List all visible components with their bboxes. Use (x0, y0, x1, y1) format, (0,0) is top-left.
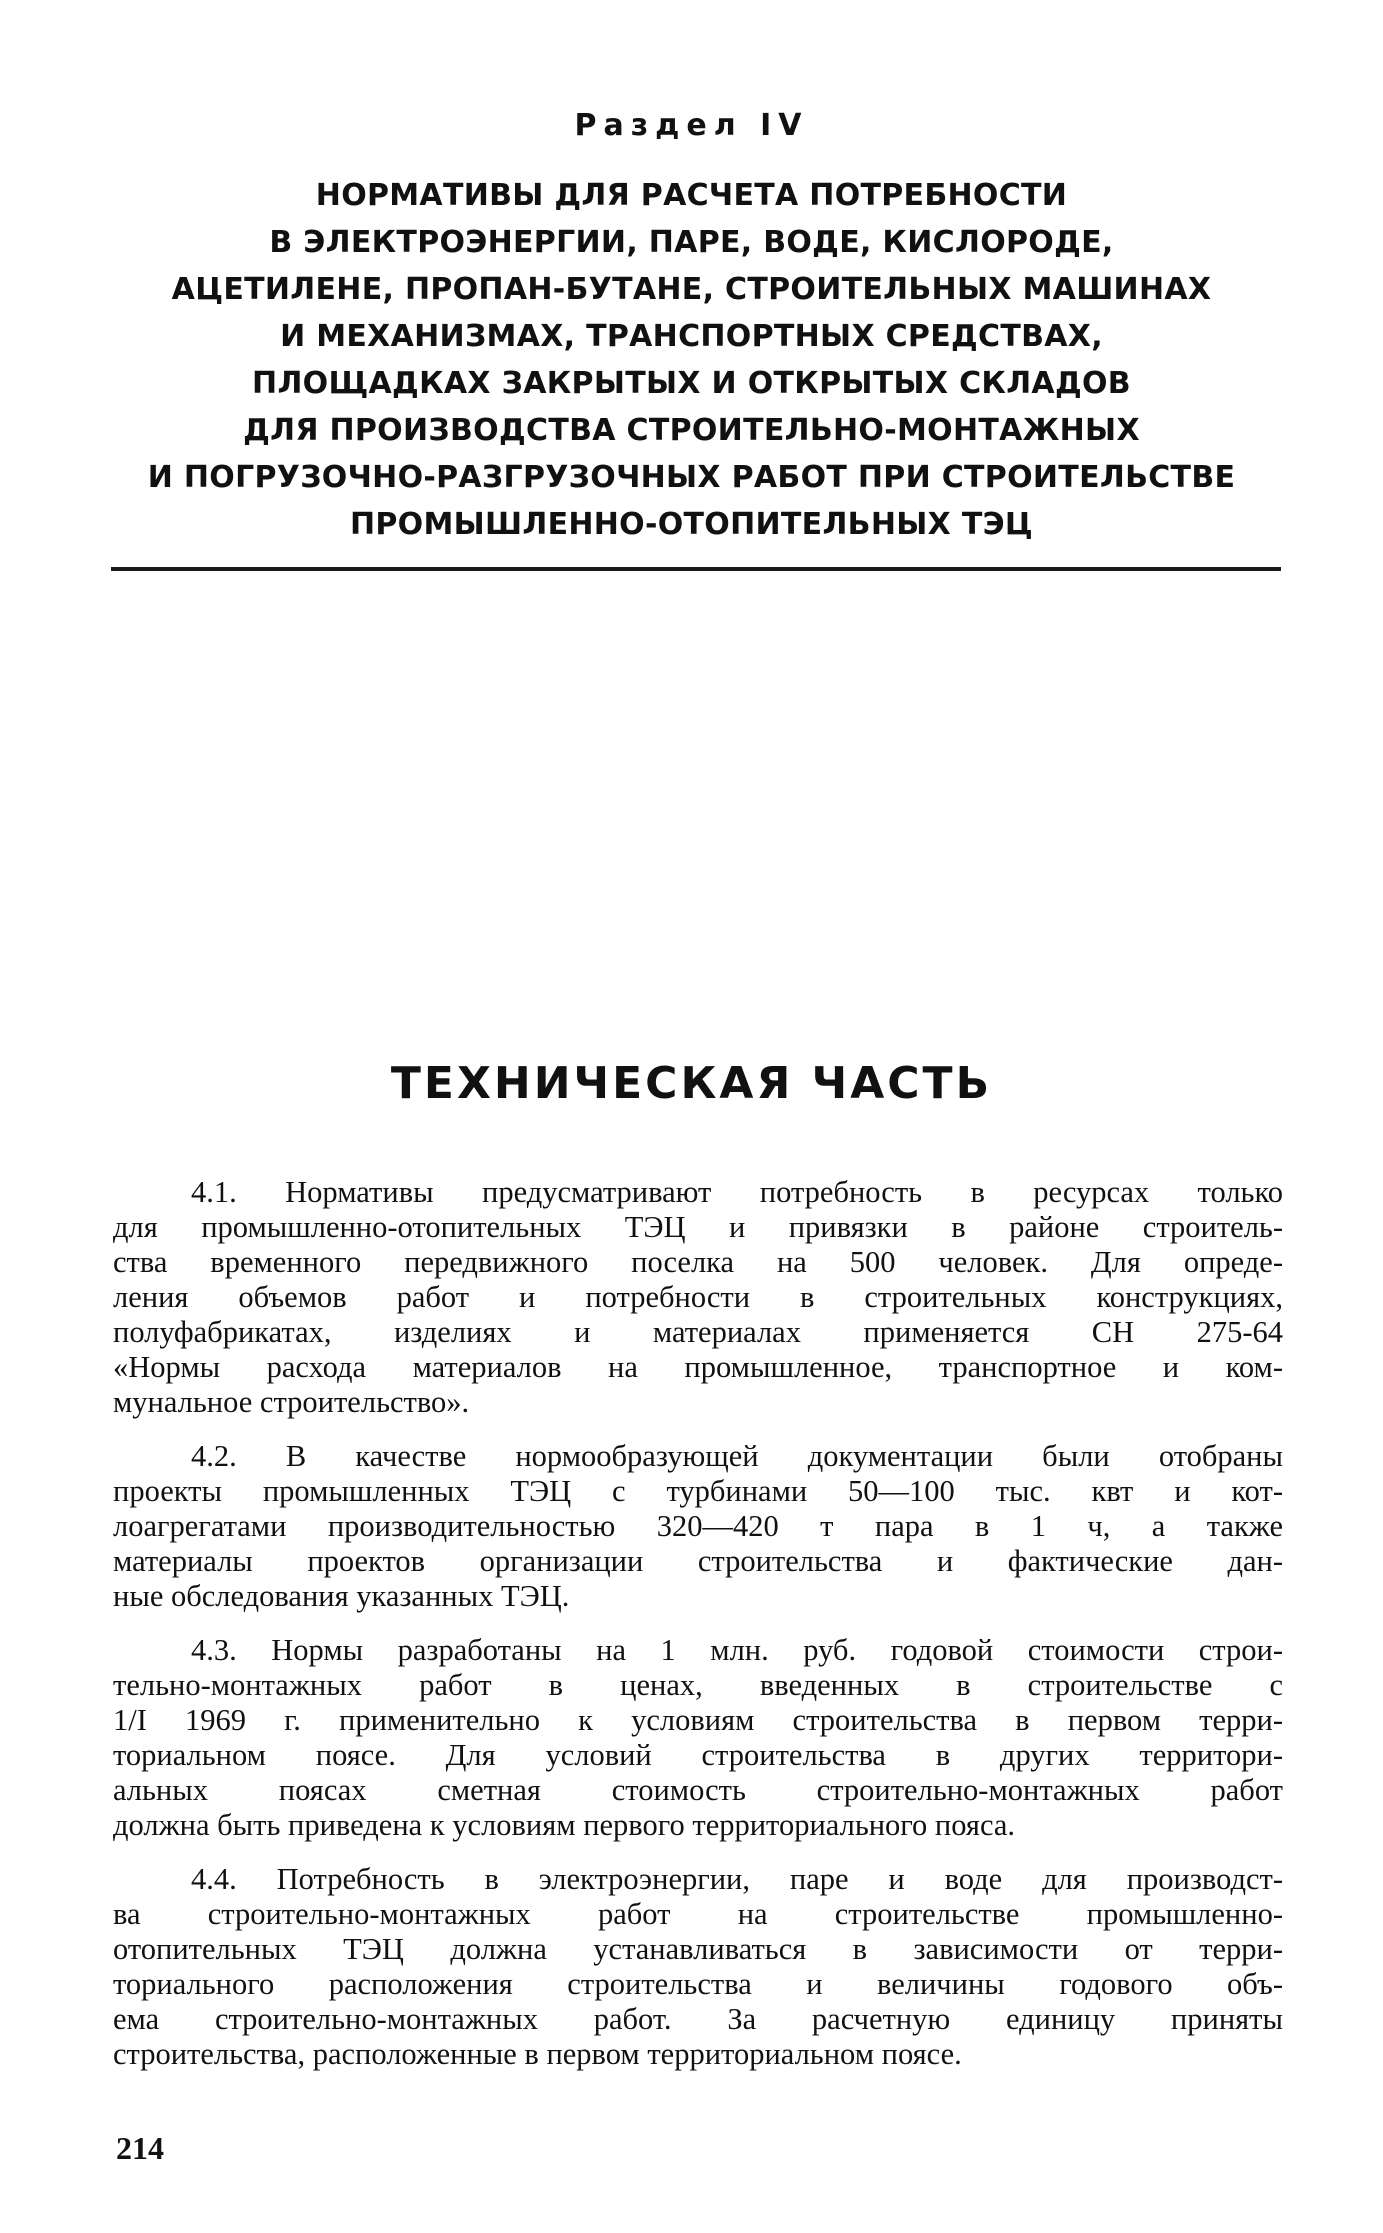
text-line: 4.2. В качестве нормообразующей документации были отобраны (191, 1439, 1283, 1473)
text-line: ления объемов работ и потребности в строительных конструкциях, (113, 1280, 1283, 1314)
section-heading (110, 172, 1273, 548)
text-line: отопительных ТЭЦ должна устанавливаться в зависимости от терри- (113, 1932, 1283, 1966)
text-line: ные обследования указанных ТЭЦ. (113, 1579, 570, 1613)
heading-line: НОРМАТИВЫ ДЛЯ РАСЧЕТА ПОТРЕБНОСТИ (315, 178, 1068, 213)
paragraph-4-3 (113, 1633, 1283, 1843)
heading-line: В ЭЛЕКТРОЭНЕРГИИ, ПАРЕ, ВОДЕ, КИСЛОРОДЕ, (269, 225, 1114, 260)
text-line: «Нормы расхода материалов на промышленное, транспортное и ком- (113, 1350, 1283, 1384)
paragraph-4-1 (113, 1175, 1283, 1420)
text-line: лоагрегатами производительностью 320—420 т пара в 1 ч, а также (113, 1509, 1283, 1543)
body-text (113, 1175, 1283, 2091)
heading-line: И МЕХАНИЗМАХ, ТРАНСПОРТНЫХ СРЕДСТВАХ, (280, 319, 1103, 354)
text-line: для промышленно-отопительных ТЭЦ и привязки в районе строитель- (113, 1210, 1283, 1244)
text-line: материалы проектов организации строительства и фактические дан- (113, 1544, 1283, 1578)
text-line: проекты промышленных ТЭЦ с турбинами 50—100 тыс. квт и кот- (113, 1474, 1283, 1508)
text-line: ториальном поясе. Для условий строительства в других территори- (113, 1738, 1283, 1772)
text-line: ема строительно-монтажных работ. За расчетную единицу приняты (113, 2002, 1283, 2036)
part-title: ТЕХНИЧЕСКАЯ ЧАСТЬ (390, 1058, 993, 1109)
text-line: 4.4. Потребность в электроэнергии, паре и воде для производст- (191, 1862, 1283, 1896)
text-line: должна быть приведена к условиям первого территориального пояса. (113, 1808, 1016, 1842)
horizontal-divider (111, 567, 1281, 571)
text-line: мунальное строительство». (113, 1385, 470, 1419)
heading-line: ДЛЯ ПРОИЗВОДСТВА СТРОИТЕЛЬНО-МОНТАЖНЫХ (243, 413, 1140, 448)
text-line: полуфабрикатах, изделиях и материалах применяется СН 275-64 (113, 1315, 1283, 1349)
text-line: ва строительно-монтажных работ на строительстве промышленно- (113, 1897, 1283, 1931)
text-line: альных поясах сметная стоимость строительно-монтажных работ (113, 1773, 1283, 1807)
text-line: 4.3. Нормы разработаны на 1 млн. руб. годовой стоимости строи- (191, 1633, 1283, 1667)
text-line: строительства, расположенные в первом территориальном поясе. (113, 2037, 962, 2071)
section-label: Раздел IV (574, 108, 809, 143)
paragraph-4-2 (113, 1439, 1283, 1614)
heading-line: И ПОГРУЗОЧНО-РАЗГРУЗОЧНЫХ РАБОТ ПРИ СТРОИТЕЛЬСТВЕ (147, 460, 1236, 495)
page-number: 214 (116, 2130, 164, 2166)
text-line: тельно-монтажных работ в ценах, введенных в строительстве с (113, 1668, 1283, 1702)
heading-line: АЦЕТИЛЕНЕ, ПРОПАН-БУТАНЕ, СТРОИТЕЛЬНЫХ МАШИНАХ (171, 272, 1212, 307)
text-line: 4.1. Нормативы предусматривают потребность в ресурсах только (191, 1175, 1283, 1209)
text-line: ториального расположения строительства и величины годового объ- (113, 1967, 1283, 2001)
text-line: 1/I 1969 г. применительно к условиям строительства в первом терри- (113, 1703, 1283, 1737)
paragraph-4-4 (113, 1862, 1283, 2072)
text-line: ства временного передвижного поселка на 500 человек. Для опреде- (113, 1245, 1283, 1279)
heading-line: ПЛОЩАДКАХ ЗАКРЫТЫХ И ОТКРЫТЫХ СКЛАДОВ (252, 366, 1131, 401)
heading-line: ПРОМЫШЛЕННО-ОТОПИТЕЛЬНЫХ ТЭЦ (349, 507, 1034, 542)
